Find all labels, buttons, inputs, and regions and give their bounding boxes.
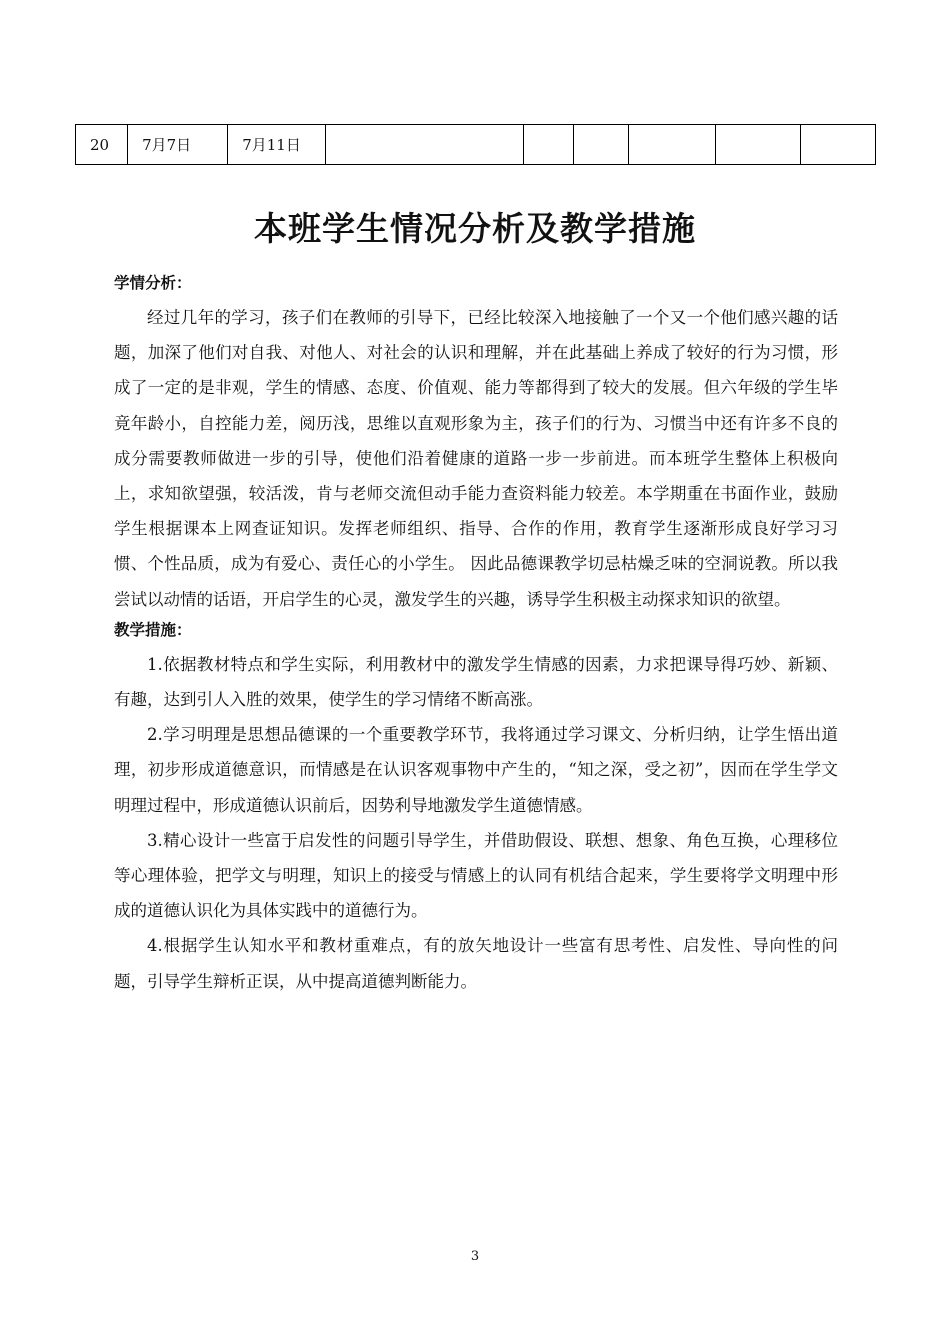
empty-cell xyxy=(573,125,628,165)
page-number: 3 xyxy=(470,1249,480,1264)
measure-item-2: 2.学习明理是思想品德课的一个重要教学环节，我将通过学习课文、分析归纳，让学生悟出道理，初步形成道德意识，而情感是在认识客观事物中产生的，“知之深，受之初”，因而在学生学文明理过程中，形成道德认识前后，因势利导地激发学生道德情感。 xyxy=(114,725,838,815)
empty-cell xyxy=(628,125,715,165)
measure-item-1: 1.依据教材特点和学生实际，利用教材中的激发学生情感的因素，力求把课导得巧妙、新颖、有趣，达到引人入胜的效果，使学生的学习情绪不断高涨。 xyxy=(114,654,838,710)
week-cell: 20 xyxy=(76,125,128,165)
end-date-cell: 7月11日 xyxy=(228,125,326,165)
measures-heading: 教学措施： xyxy=(114,620,192,639)
analysis-paragraph: 经过几年的学习，孩子们在教师的引导下，已经比较深入地接触了一个又一个他们感兴趣的话题，加深了他们对自我、对他人、对社会的认识和理解，并在此基础上养成了较好的行为习惯，形成了一定的是非观，学生的情感、态度、价值观、能力等都得到了较大的发展。但六年级的学生毕竟年龄小，自控能力差，阅历浅，思维以直观形象为主，孩子们的行为、习惯当中还有许多不良的成分需要教师做进一步的引导，使他们沿着健康的道路一步一步前进。而本班学生整体上积极向上，求知欲望强，较活泼，肯与老师交流但动手能力查资料能力较差。本学期重在书面作业，鼓励学生根据课本上网查证知识。发挥老师组织、指导、合作的作用，教育学生逐渐形成良好学习习惯、个性品质，成为有爱心、责任心的小学生。 因此品德课教学切忌枯燥乏味的空洞说教。所以我尝试以动情的话语，开启学生的心灵，激发学生的兴趣，诱导学生积极主动探求知识的欲望。 xyxy=(114,308,838,609)
start-date-cell: 7月7日 xyxy=(128,125,228,165)
measure-item-3: 3.精心设计一些富于启发性的问题引导学生，并借助假设、联想、想象、角色互换，心理移位等心理体验，把学文与明理，知识上的接受与情感上的认同有机结合起来，学生要将学文明理中形成的道德认识化为具体实践中的道德行为。 xyxy=(114,830,838,921)
document-body xyxy=(114,270,838,999)
analysis-heading: 学情分析： xyxy=(114,274,192,292)
schedule-table xyxy=(75,124,876,165)
measure-item-4: 4.根据学生认知水平和教材重难点，有的放矢地设计一些富有思考性、启发性、导向性的问题，引导学生辩析正误，从中提高道德判断能力。 xyxy=(114,936,838,991)
empty-cell xyxy=(523,125,573,165)
table-row xyxy=(76,125,876,165)
content-cell xyxy=(326,125,523,165)
empty-cell xyxy=(800,125,875,165)
page-title: 本班学生情况分析及教学措施 xyxy=(254,209,696,248)
empty-cell xyxy=(715,125,800,165)
